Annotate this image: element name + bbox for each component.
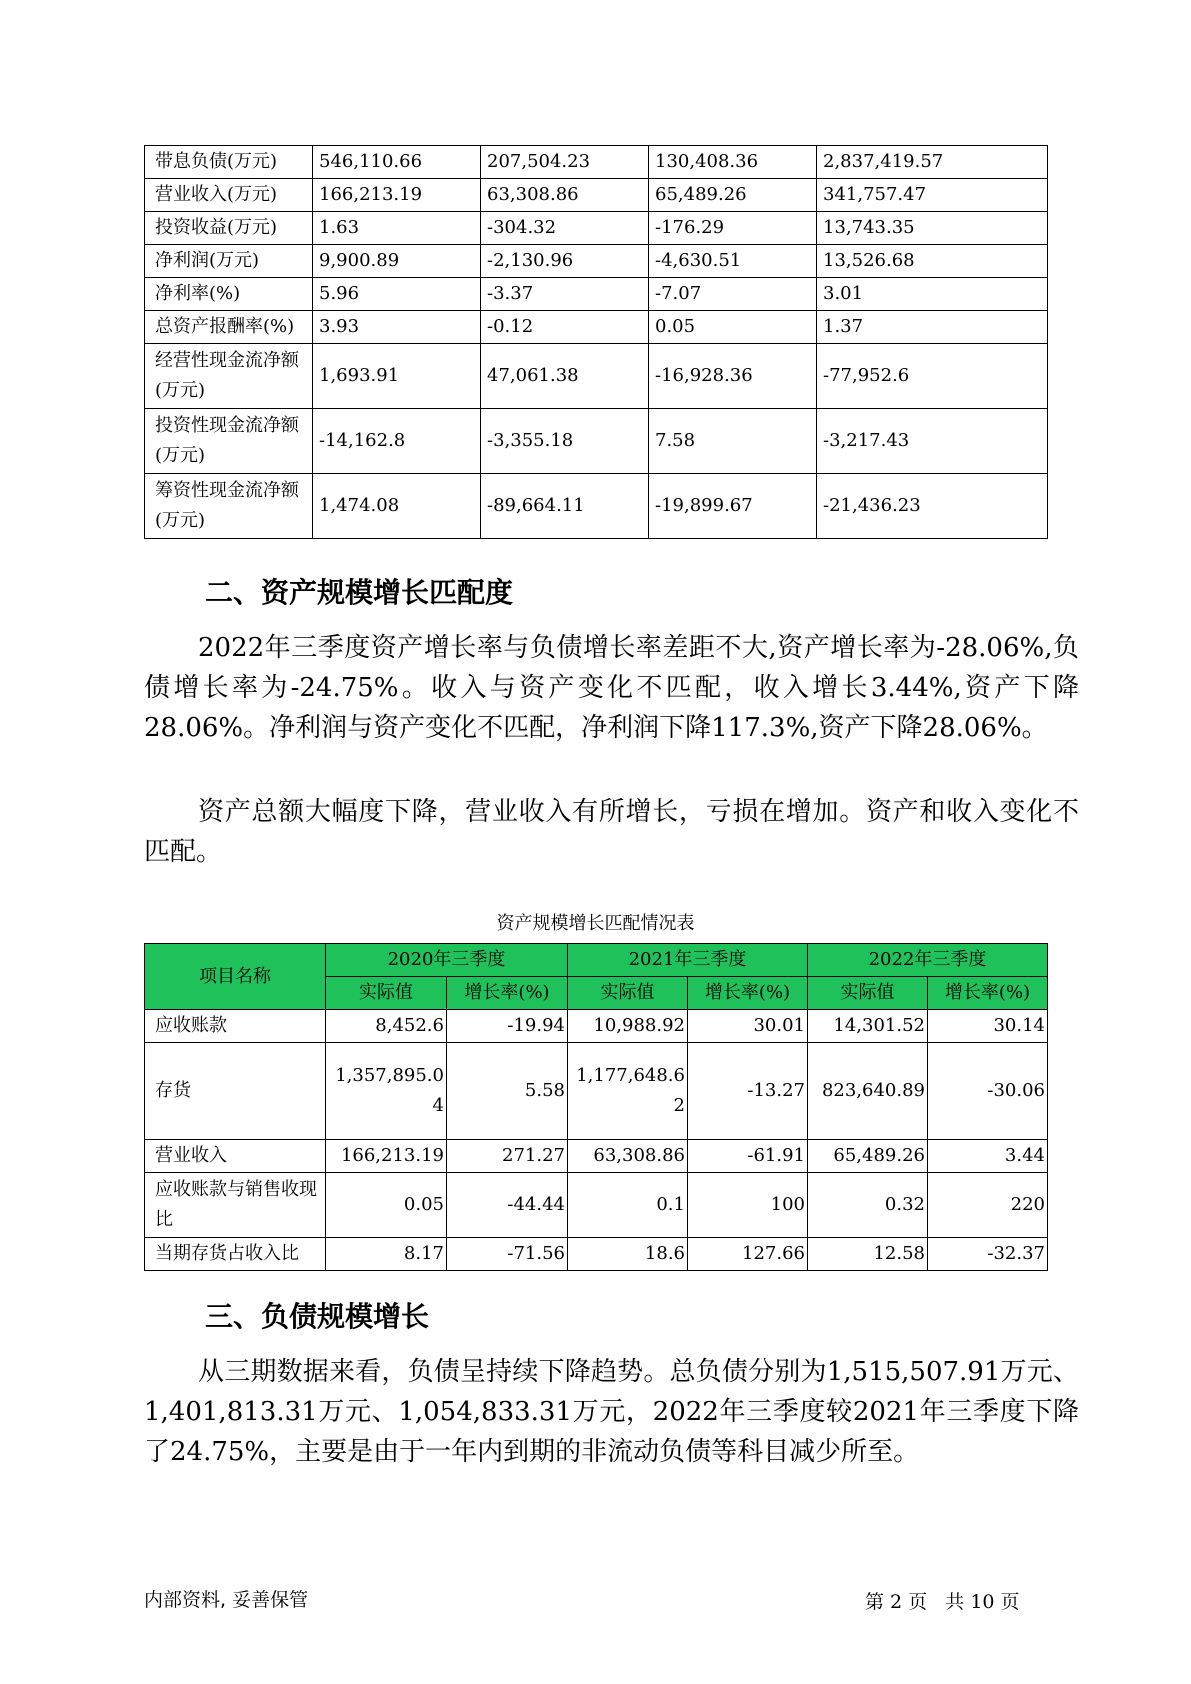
- paragraph: 从三期数据来看，负债呈持续下降趋势。总负债分别为1,515,507.91万元、1,401,813.31万元、1,054,833.31万元，2022年三季度较2021年三季度下降了24.75%，主要是由于一年内到期的非流动负债等科目减少所至。: [144, 1357, 1079, 1467]
- table-cell: 63,308.86: [568, 1140, 688, 1173]
- table-cell: 546,110.66: [313, 146, 481, 179]
- row-label: 应收账款与销售收现比: [145, 1173, 326, 1238]
- table-cell: 127.66: [688, 1238, 808, 1271]
- table-row: [145, 474, 1048, 539]
- paragraph: 资产总额大幅度下降，营业收入有所增长，亏损在增加。资产和收入变化不匹配。: [144, 797, 1079, 867]
- table-cell: 166,213.19: [313, 179, 481, 212]
- table-cell: 0.05: [326, 1173, 447, 1238]
- table-cell: -19,899.67: [649, 474, 817, 539]
- column-header: 2020年三季度: [326, 944, 568, 977]
- footer-note: 内部资料, 妥善保管: [144, 1589, 309, 1611]
- row-label: 投资收益(万元): [145, 212, 313, 245]
- row-label: 营业收入(万元): [145, 179, 313, 212]
- column-header: 实际值: [808, 977, 928, 1010]
- column-header: 2021年三季度: [568, 944, 808, 977]
- table-row: [145, 212, 1048, 245]
- page-number: 第 2 页 共 10 页: [865, 1591, 1020, 1613]
- table-cell: -304.32: [481, 212, 649, 245]
- table-cell: -44.44: [447, 1173, 568, 1238]
- table-cell: -77,952.6: [817, 344, 1048, 409]
- table-cell: -89,664.11: [481, 474, 649, 539]
- table-cell: 65,489.26: [808, 1140, 928, 1173]
- table-cell: -19.94: [447, 1010, 568, 1043]
- table-cell: 1,177,648.62: [568, 1043, 688, 1140]
- row-label: 存货: [145, 1043, 326, 1140]
- table-cell: 12.58: [808, 1238, 928, 1271]
- table-cell: -2,130.96: [481, 245, 649, 278]
- asset-growth-table: [144, 943, 1048, 1271]
- table-cell: -3,217.43: [817, 409, 1048, 474]
- table-cell: 9,900.89: [313, 245, 481, 278]
- column-header: 增长率(%): [447, 977, 568, 1010]
- table-cell: 1,357,895.04: [326, 1043, 447, 1140]
- table-cell: -32.37: [928, 1238, 1048, 1271]
- table-cell: -16,928.36: [649, 344, 817, 409]
- table-cell: -21,436.23: [817, 474, 1048, 539]
- table-row: [145, 278, 1048, 311]
- table-cell: -30.06: [928, 1043, 1048, 1140]
- table-cell: 3.93: [313, 311, 481, 344]
- column-header: 2022年三季度: [808, 944, 1048, 977]
- row-label: 营业收入: [145, 1140, 326, 1173]
- table-cell: -0.12: [481, 311, 649, 344]
- column-header: 增长率(%): [688, 977, 808, 1010]
- table-cell: 1,474.08: [313, 474, 481, 539]
- table-row: [145, 1173, 1048, 1238]
- table-cell: 1.37: [817, 311, 1048, 344]
- table-cell: 341,757.47: [817, 179, 1048, 212]
- table-cell: 823,640.89: [808, 1043, 928, 1140]
- table-cell: 10,988.92: [568, 1010, 688, 1043]
- row-label: 当期存货占收入比: [145, 1238, 326, 1271]
- table-caption: 资产规模增长匹配情况表: [496, 913, 695, 934]
- table-cell: -176.29: [649, 212, 817, 245]
- table-cell: 207,504.23: [481, 146, 649, 179]
- table-cell: -4,630.51: [649, 245, 817, 278]
- table-cell: 13,526.68: [817, 245, 1048, 278]
- column-header: 增长率(%): [928, 977, 1048, 1010]
- table-header-row: [145, 944, 1048, 977]
- table-cell: 63,308.86: [481, 179, 649, 212]
- table-cell: 7.58: [649, 409, 817, 474]
- table-cell: 130,408.36: [649, 146, 817, 179]
- table-cell: 5.96: [313, 278, 481, 311]
- row-label: 经营性现金流净额(万元): [145, 344, 313, 409]
- table-cell: 13,743.35: [817, 212, 1048, 245]
- table-cell: -3,355.18: [481, 409, 649, 474]
- table-cell: 3.01: [817, 278, 1048, 311]
- section-heading: 二、资产规模增长匹配度: [205, 576, 514, 609]
- table-cell: 47,061.38: [481, 344, 649, 409]
- row-label: 净利润(万元): [145, 245, 313, 278]
- table-cell: 30.01: [688, 1010, 808, 1043]
- table-cell: 1,693.91: [313, 344, 481, 409]
- table-cell: 8,452.6: [326, 1010, 447, 1043]
- table-cell: 8.17: [326, 1238, 447, 1271]
- financial-metrics-table: [144, 145, 1048, 539]
- table-cell: -3.37: [481, 278, 649, 311]
- table-row: [145, 1043, 1048, 1140]
- table-cell: -71.56: [447, 1238, 568, 1271]
- table-cell: 3.44: [928, 1140, 1048, 1173]
- paragraph: 2022年三季度资产增长率与负债增长率差距不大,资产增长率为-28.06%,负债增长率为-24.75%。收入与资产变化不匹配，收入增长3.44%,资产下降28.06%。净利润与资产变化不匹配，净利润下降117.3%,资产下降28.06%。: [144, 633, 1079, 743]
- table-row: [145, 409, 1048, 474]
- table-row: [145, 1010, 1048, 1043]
- table-cell: -7.07: [649, 278, 817, 311]
- column-header: 实际值: [568, 977, 688, 1010]
- table-cell: 0.1: [568, 1173, 688, 1238]
- table-cell: 18.6: [568, 1238, 688, 1271]
- column-header: 实际值: [326, 977, 447, 1010]
- table-cell: 0.05: [649, 311, 817, 344]
- table-cell: 100: [688, 1173, 808, 1238]
- table-row: [145, 179, 1048, 212]
- table-row: [145, 146, 1048, 179]
- row-label: 带息负债(万元): [145, 146, 313, 179]
- row-label: 筹资性现金流净额(万元): [145, 474, 313, 539]
- row-label: 应收账款: [145, 1010, 326, 1043]
- table-cell: 271.27: [447, 1140, 568, 1173]
- table-cell: 1.63: [313, 212, 481, 245]
- table-cell: -61.91: [688, 1140, 808, 1173]
- table-cell: 5.58: [447, 1043, 568, 1140]
- table-row: [145, 311, 1048, 344]
- table-cell: 14,301.52: [808, 1010, 928, 1043]
- table-cell: 220: [928, 1173, 1048, 1238]
- table-row: [145, 245, 1048, 278]
- row-label: 净利率(%): [145, 278, 313, 311]
- table-cell: 2,837,419.57: [817, 146, 1048, 179]
- table-row: [145, 1140, 1048, 1173]
- table-cell: 30.14: [928, 1010, 1048, 1043]
- table-row: [145, 1238, 1048, 1271]
- table-cell: -13.27: [688, 1043, 808, 1140]
- table-row: [145, 344, 1048, 409]
- table-cell: 65,489.26: [649, 179, 817, 212]
- table-cell: -14,162.8: [313, 409, 481, 474]
- table-cell: 166,213.19: [326, 1140, 447, 1173]
- section-heading: 三、负债规模增长: [205, 1300, 430, 1333]
- row-label: 投资性现金流净额(万元): [145, 409, 313, 474]
- row-label: 总资产报酬率(%): [145, 311, 313, 344]
- column-header: 项目名称: [145, 944, 326, 1010]
- table-cell: 0.32: [808, 1173, 928, 1238]
